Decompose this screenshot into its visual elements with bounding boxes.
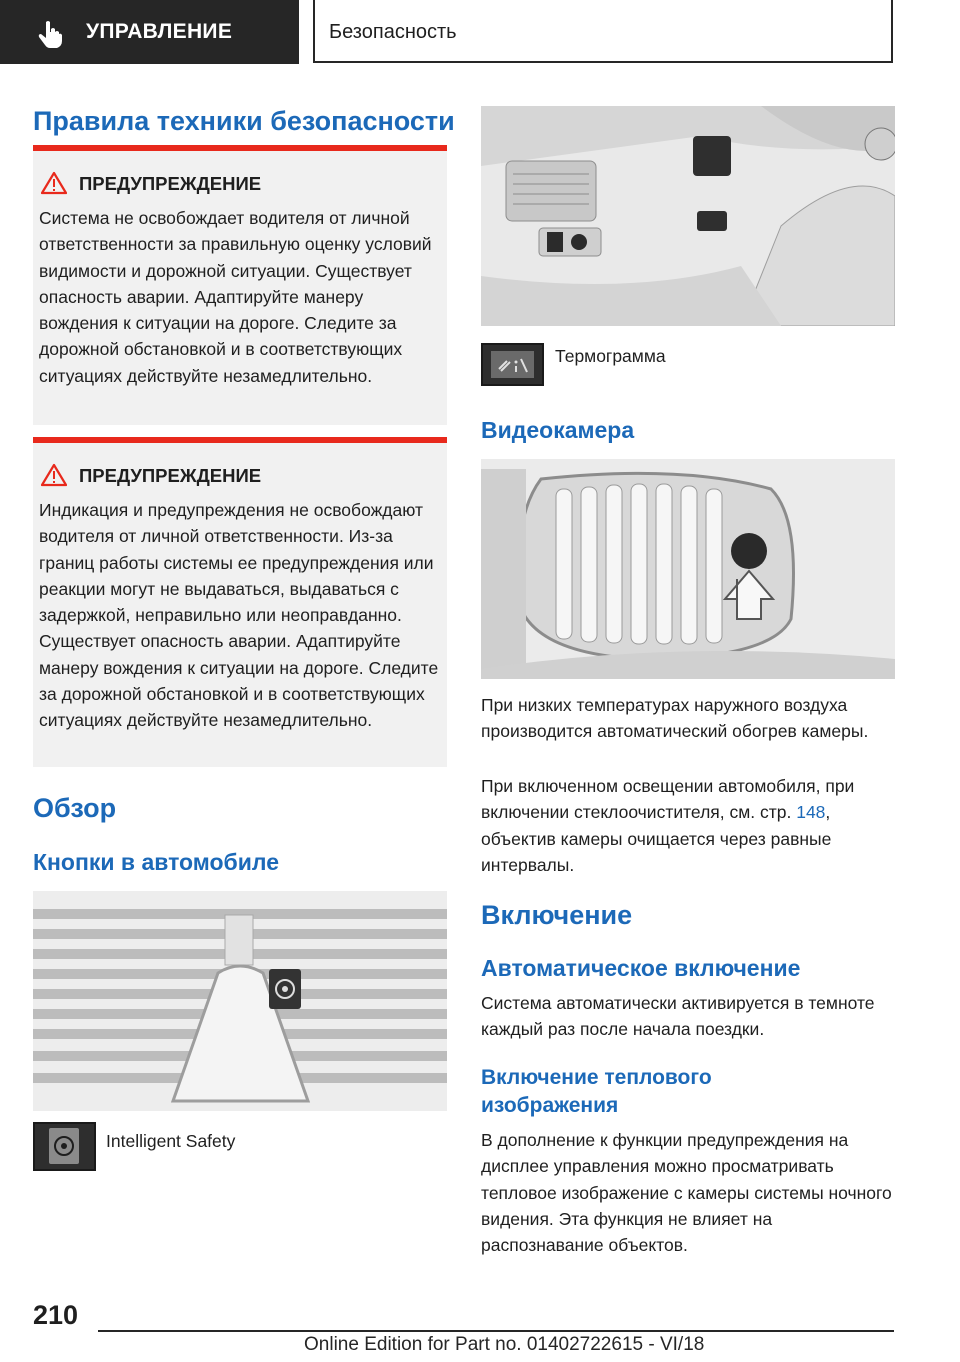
- auto-heading: Автоматическое включение: [481, 955, 801, 981]
- warning-triangle-icon: [41, 171, 67, 195]
- auto-text: Система автоматически активируется в темноте каждый раз после начала поездки.: [481, 993, 875, 1040]
- edition-footer: Online Edition for Part no. 01402722615 - VI/18: [304, 1334, 705, 1355]
- camera-text-2b: , объектив камеры очищается через равные интервалы.: [481, 802, 832, 875]
- hand-pointer-icon: [36, 18, 66, 48]
- thermogram-caption: Термограмма: [555, 346, 666, 366]
- section-label: Безопасность: [329, 21, 457, 43]
- page-link-148[interactable]: 148: [796, 802, 826, 823]
- thermal-text: В дополнение к функции предупреждения на дисплее управления можно просматривать тепловое изображение с камеры системы ночного видения. Эта функция не влияет на распознавание объектов.: [481, 1130, 892, 1256]
- intelligent-safety-button-icon: [33, 1122, 96, 1171]
- section-header: [313, 0, 893, 63]
- camera-text-1: При низких температурах наружного воздуха производится автоматический обогрев камеры.: [481, 695, 869, 742]
- camera-heading: Видеокамера: [481, 417, 635, 443]
- thermal-heading: Включение теплового изображения: [481, 1066, 712, 1117]
- chapter-label: УПРАВЛЕНИЕ: [86, 20, 233, 43]
- warning-text: Индикация и предупреждения не освобождают водителя от личной ответственности. Из-за границ работы системы ее предупреждения или реакции могут не выдаваться, выдаваться с задержкой, неправильно или неоправданно. Существует опасность аварии. Адаптируйте манеру вождения к ситуации на дороге. Следите за дорожной обстановкой и в соответствующих ситуациях действуйте незамедлительно.: [39, 500, 439, 731]
- camera-image: [481, 459, 895, 679]
- warning-box-1: [33, 145, 447, 425]
- camera-text-2a: При включенном освещении автомобиля, при включении стеклоочистителя, см. стр.: [481, 776, 855, 823]
- grille-button-image: [33, 891, 447, 1111]
- dashboard-image: [481, 106, 895, 326]
- warning-triangle-icon: [41, 463, 67, 487]
- warning-label: ПРЕДУПРЕЖДЕНИЕ: [79, 173, 262, 194]
- buttons-heading: Кнопки в автомобиле: [33, 849, 279, 875]
- button-caption: Intelligent Safety: [106, 1131, 236, 1151]
- intelligent-safety-icon: [35, 1124, 94, 1169]
- thermogram-button-icon: [481, 343, 544, 386]
- activation-heading: Включение: [481, 900, 633, 930]
- warning-label: ПРЕДУПРЕЖДЕНИЕ: [79, 465, 262, 486]
- page-number: 210: [33, 1300, 79, 1330]
- overview-heading: Обзор: [33, 793, 117, 823]
- warning-box-2: [33, 437, 447, 767]
- thermogram-icon: [483, 345, 542, 384]
- page-title: Правила техники безопасности: [33, 106, 455, 136]
- chapter-tab: [0, 0, 299, 64]
- camera-text-2: [481, 773, 895, 878]
- warning-text: Система не освобождает водителя от личной ответственности за правильную оценку условий видимости и дорожной ситуации. Существует опасность аварии. Адаптируйте манеру вождения к ситуации на дороге. Следите за дорожной обстановкой и в соответствующих ситуациях действуйте незамедлительно.: [39, 208, 432, 386]
- footer-divider: [98, 1330, 894, 1332]
